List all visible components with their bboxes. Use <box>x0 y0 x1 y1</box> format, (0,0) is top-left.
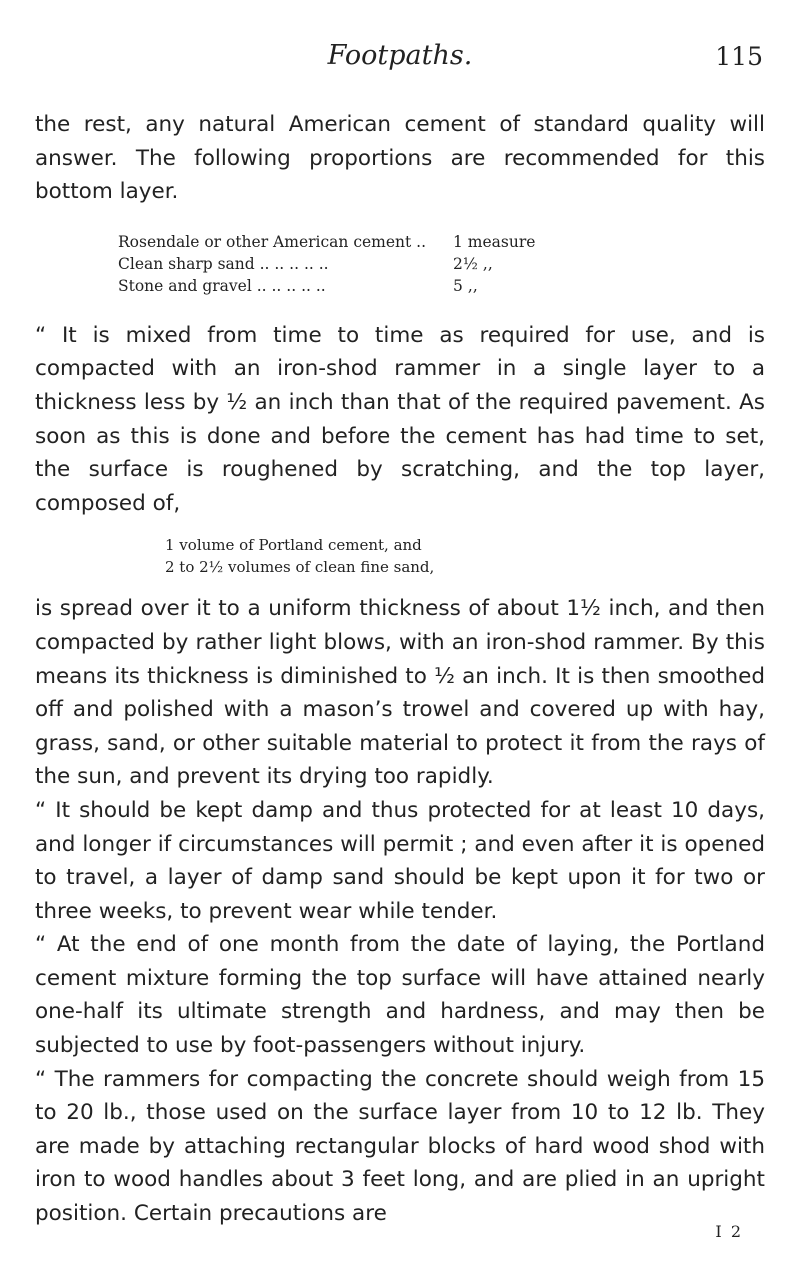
body-text <box>35 108 765 1231</box>
ingredient-amount: 5 ‚‚ <box>453 276 478 295</box>
paragraph-spreading: is spread over it to a uniform thickness of about 1½ inch, and then compacted by rather light blows, with an iron-shod rammer. By this means its thickness is diminished to ½ an inch. It is then smoothed off and polished with a mason’s trowel and covered up with hay, grass, sand, or other suitable material to protect it from the rays of the sun, and prevent its drying too rapidly. <box>35 596 765 790</box>
ingredient-label: Stone and gravel .. .. .. .. .. <box>118 276 326 295</box>
paragraph-mixing: “ It is mixed from time to time as required for use, and is compacted with an iron-shod rammer in a single layer to a thickness less by ½ an inch than that of the required pavement. As soon as this is done and before the cement has had time to set, the surface is roughened by scratching, and the top layer, composed of, <box>35 322 765 516</box>
table-row <box>35 275 765 297</box>
bottom-layer-proportions-table <box>35 231 765 297</box>
table-row <box>35 253 765 275</box>
paragraph-strength: “ At the end of one month from the date of laying, the Portland cement mixture forming the top surface will have attained nearly one-half its ultimate strength and hardness, and may then be subjected to use by foot-passengers without injury. <box>35 932 765 1059</box>
page-header <box>35 40 765 80</box>
paragraph-rammers: “ The rammers for compacting the concrete should weigh from 15 to 20 lb., those used on the surface layer from 10 to 12 lb. They are made by attaching rectangular blocks of hard wood shod with iron to wood handles about 3 feet long, and are plied in an upright position. Certain precautions are <box>35 1066 765 1227</box>
ingredient-label: Rosendale or other American cement .. <box>118 232 427 251</box>
running-title: Footpaths. <box>327 40 473 71</box>
signature-mark: I 2 <box>715 1222 743 1241</box>
ingredient-label: Clean sharp sand .. .. .. .. .. <box>118 254 329 273</box>
paragraph-damp: “ It should be kept damp and thus protected for at least 10 days, and longer if circumstances will permit ; and even after it is opened to travel, a layer of damp sand should be kept upon it for two or three weeks, to prevent wear while tender. <box>35 797 765 924</box>
top-layer-line: 1 volume of Portland cement, and <box>165 536 422 555</box>
ingredient-amount: 1 measure <box>453 232 536 251</box>
paragraph-intro: the rest, any natural American cement of standard quality will answer. The following proportions are recommended for this bottom layer. <box>35 112 765 205</box>
ingredient-amount: 2½ ‚‚ <box>453 254 493 273</box>
table-row <box>35 231 765 253</box>
top-layer-mix <box>35 534 765 578</box>
top-layer-line: 2 to 2½ volumes of clean fine sand, <box>165 558 435 577</box>
page-number: 115 <box>715 42 763 71</box>
